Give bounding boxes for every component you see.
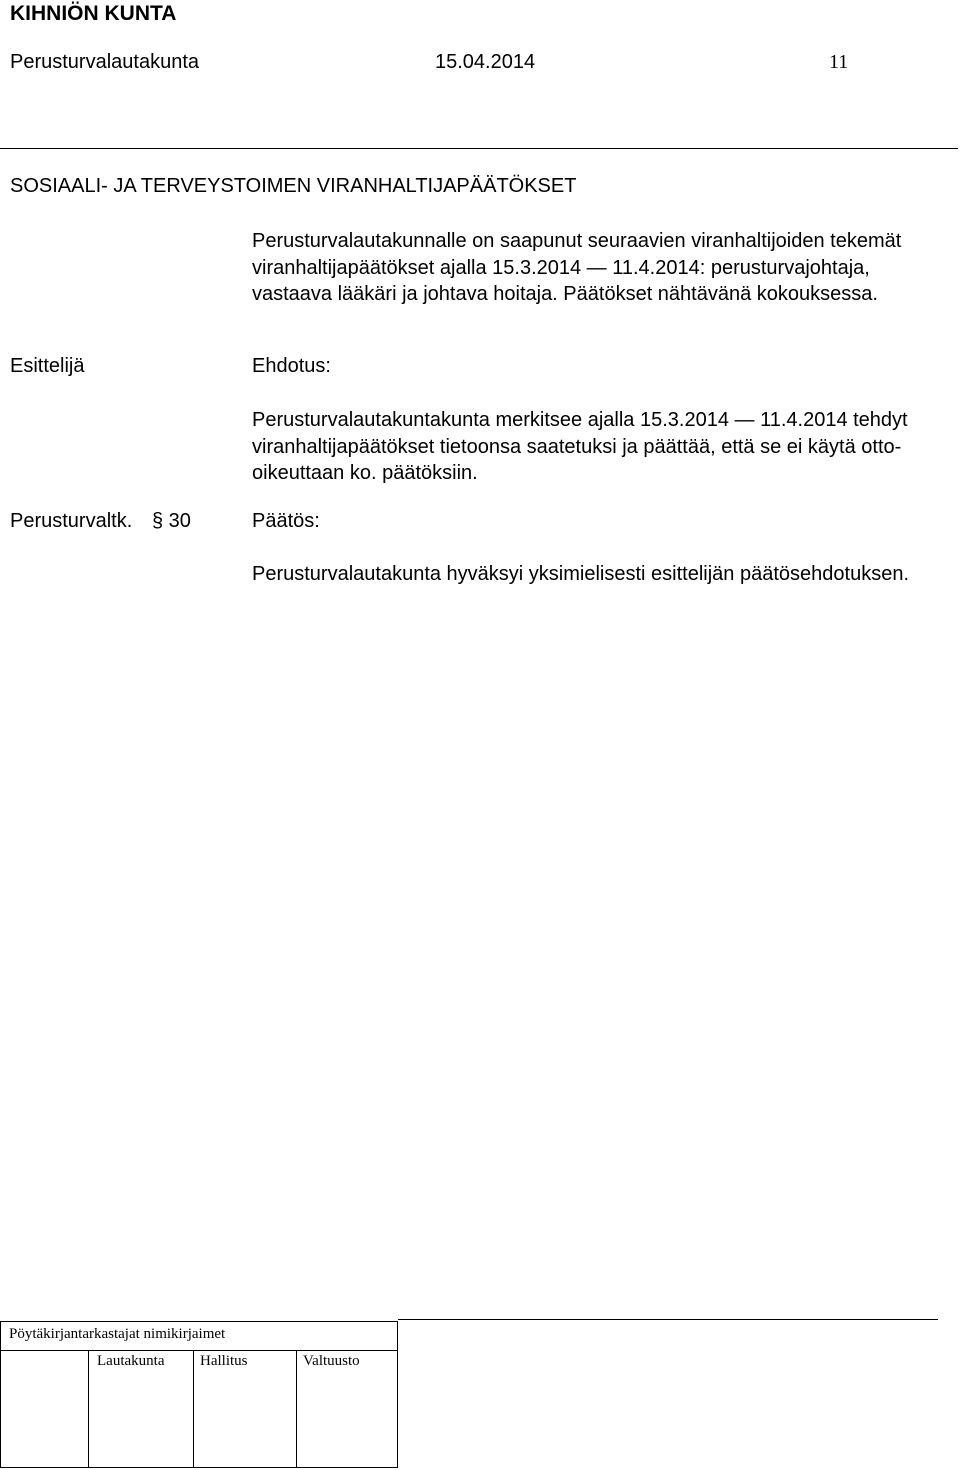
signature-box-bottom-border [0, 1467, 398, 1468]
decision-text: Perusturvalautakunta hyväksyi yksimielisesti esittelijän päätösehdotuksen. [252, 563, 910, 585]
section-reference: Perusturvaltk. [10, 510, 133, 532]
signature-column-board: Lautakunta [97, 1353, 165, 1369]
signature-column-government: Hallitus [200, 1353, 248, 1369]
organization-name: KIHNIÖN KUNTA [10, 2, 177, 25]
proposal-text: Perusturvalautakuntakunta merkitsee ajalla 15.3.2014 — 11.4.2014 tehdyt viranhaltijapäätökset tietoonsa saatetuksi ja päättää, että se ei käytä otto-oikeuttaan ko. päätöksiin. [252, 409, 908, 484]
section-title: SOSIAALI- JA TERVEYSTOIMEN VIRANHALTIJAPÄÄTÖKSET [10, 175, 577, 197]
committee-name: Perusturvalautakunta [10, 51, 200, 73]
signature-column-council: Valtuusto [303, 1353, 360, 1369]
signature-column-divider [296, 1350, 297, 1468]
signature-box-top-border [0, 1321, 398, 1322]
page-number: 11 [829, 51, 849, 73]
signature-box-left-border [0, 1321, 1, 1468]
intro-paragraph: Perusturvalautakunnalle on saapunut seuraavien viranhaltijoiden tekemät viranhaltijapäätökset ajalla 15.3.2014 — 11.4.2014: perusturvajohtaja, vastaava lääkäri ja johtava hoitaja. Päätökset nähtävänä kokouksessa. [252, 230, 902, 305]
signature-box-header-border [0, 1350, 398, 1351]
footer-divider [398, 1319, 938, 1320]
presenter-label: Esittelijä [10, 355, 85, 377]
signature-box-title: Pöytäkirjantarkastajat nimikirjaimet [9, 1326, 226, 1342]
signature-column-divider [193, 1350, 194, 1468]
decision-label: Päätös: [252, 510, 320, 532]
header-divider [0, 148, 958, 149]
signature-column-divider [88, 1350, 89, 1468]
meeting-date: 15.04.2014 [435, 51, 536, 73]
signature-box-right-border [397, 1321, 398, 1468]
proposal-label: Ehdotus: [252, 355, 331, 377]
section-number: § 30 [152, 510, 191, 532]
